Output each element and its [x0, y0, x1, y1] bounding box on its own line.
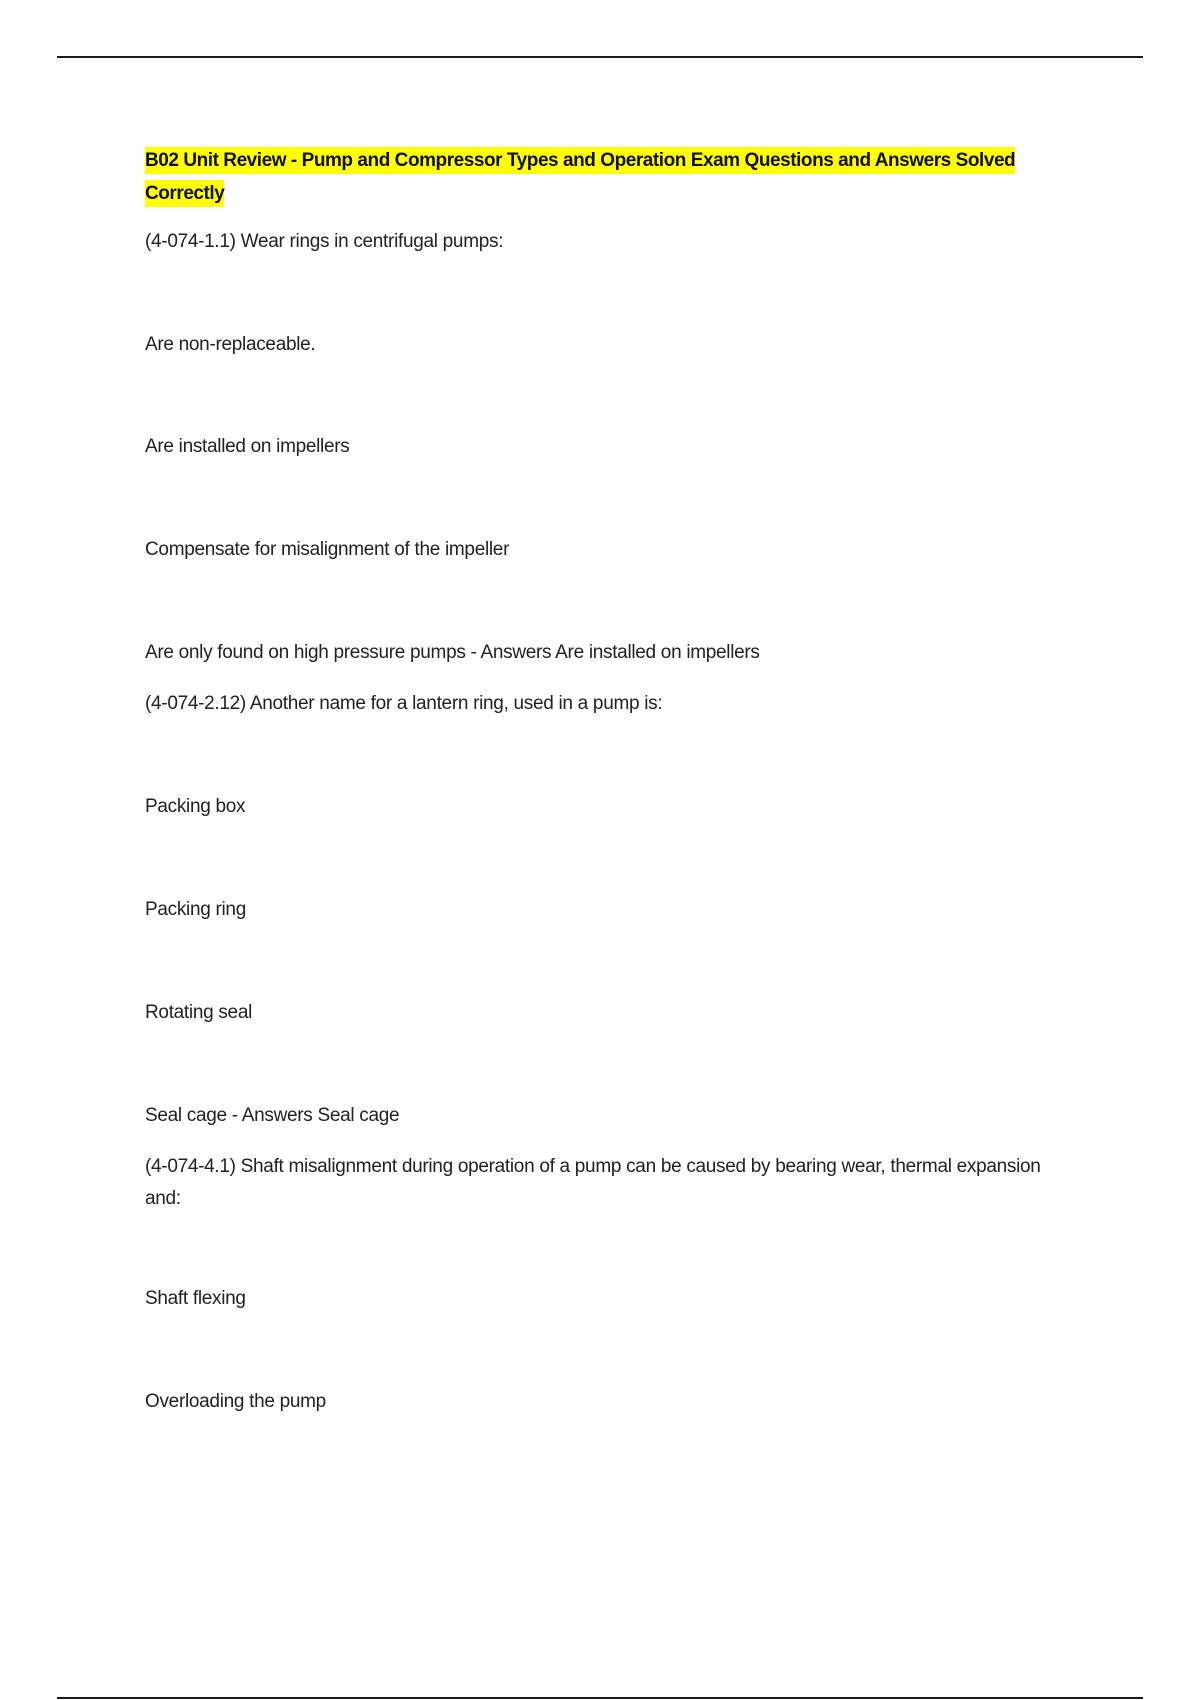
header-rule	[57, 56, 1143, 58]
question-3-option-2: Overloading the pump	[145, 1391, 326, 1412]
question-3-prompt: (4-074-4.1) Shaft misalignment during operation of a pump can be caused by bearing wear, thermal expansion and:	[145, 1156, 1041, 1209]
question-1-option-3: Compensate for misalignment of the impeller	[145, 539, 510, 560]
question-1-option-1: Are non-replaceable.	[145, 334, 316, 355]
question-2-option-1: Packing box	[145, 796, 246, 817]
question-2-option-4-answer: Seal cage - Answers Seal cage	[145, 1105, 400, 1126]
question-1-prompt: (4-074-1.1) Wear rings in centrifugal pumps:	[145, 231, 504, 252]
question-1-option-4-answer: Are only found on high pressure pumps - Answers Are installed on impellers	[145, 642, 760, 663]
title-highlight: B02 Unit Review - Pump and Compressor Types and Operation Exam Questions and Answers Solved Correctly	[145, 147, 1015, 207]
question-2-option-3: Rotating seal	[145, 1002, 253, 1023]
question-1-option-2: Are installed on impellers	[145, 436, 350, 457]
question-2-option-2: Packing ring	[145, 899, 246, 920]
question-2-prompt: (4-074-2.12) Another name for a lantern ring, used in a pump is:	[145, 693, 663, 714]
question-3-option-1: Shaft flexing	[145, 1288, 246, 1309]
footer-rule	[57, 1697, 1143, 1699]
document-title	[145, 144, 1070, 210]
